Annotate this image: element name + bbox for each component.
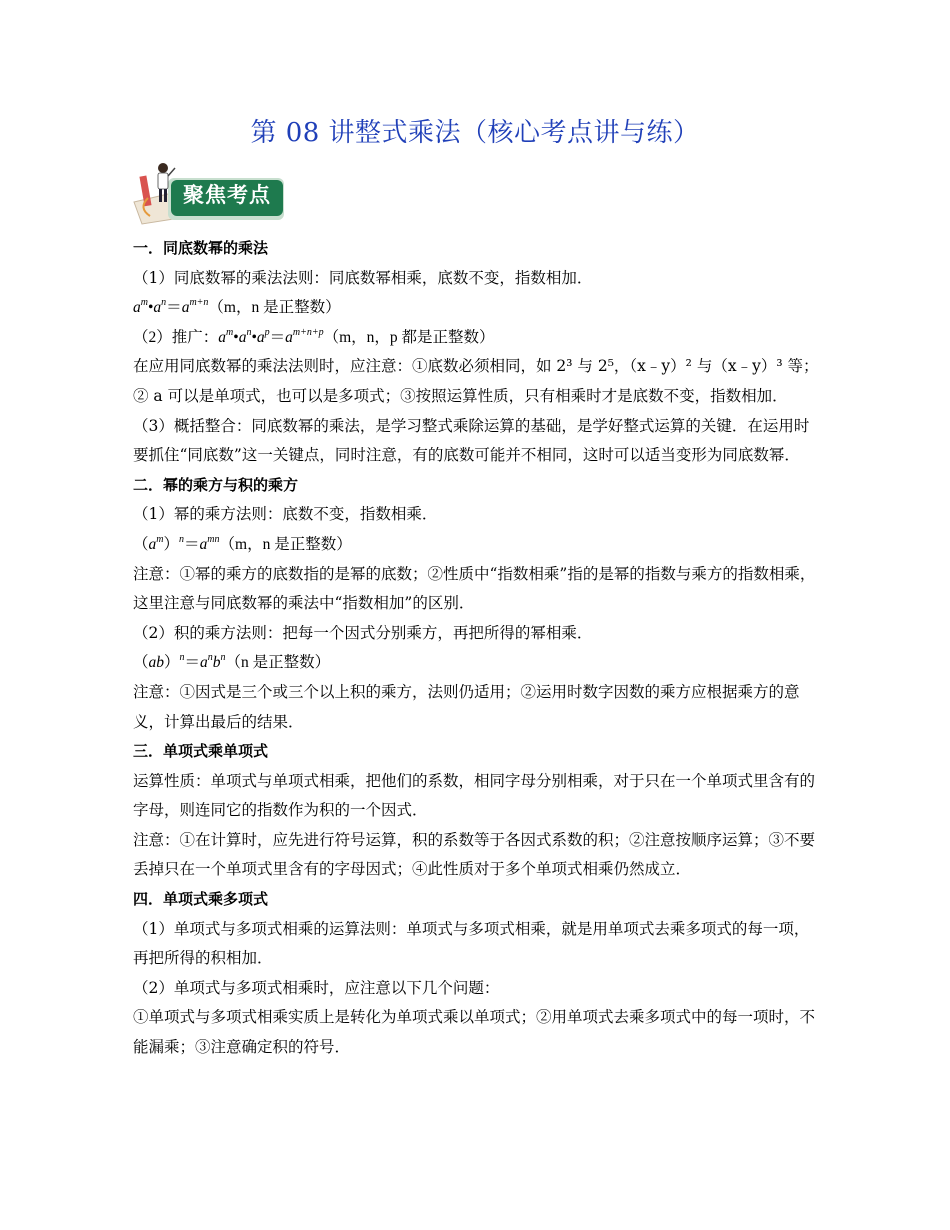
- section-1-rule: （1）同底数幂的乘法法则：同底数幂相乘，底数不变，指数相加．: [133, 268, 593, 287]
- product-condition: （n 是正整数）: [225, 654, 331, 672]
- formula-power-of-product: $(ab)^n=a^nb^n(n$ 是正整数）: [133, 652, 331, 672]
- formula-generalization: （2）推广：$a^m•a^n•a^p=a^{m+n+p}(m$，n，p 都是正整数）: [133, 326, 495, 346]
- formula-product-of-powers: $a^m•a^n=a^{m+n}(m$，n 是正整数）: [133, 297, 341, 317]
- section-3-notes: 注意：①在计算时，应先进行符号运算，积的系数等于各因式系数的积；②注意按顺序运算；③不要丢掉只在一个单项式里含有的字母因式；④此性质对于多个单项式相乘仍然成立．: [133, 830, 816, 879]
- focus-badge-label: 聚焦考点: [183, 182, 271, 207]
- formula-condition: （m，n 是正整数）: [208, 299, 341, 317]
- section-3-rule: 运算性质：单项式与单项式相乘，把他们的系数，相同字母分别相乘，对于只在一个单项式里含有的字母，则连同它的指数作为积的一个因式．: [133, 771, 816, 820]
- section-4-intro: （2）单项式与多项式相乘时，应注意以下几个问题：: [133, 978, 500, 997]
- section-2-notes-2: 注意：①因式是三个或三个以上积的乘方，法则仍适用；②运用时数字因数的乘方应根据乘方的意义，计算出最后的结果．: [133, 682, 800, 731]
- section-heading-2: 二．幂的乘方与积的乘方: [133, 475, 299, 494]
- section-1-summary: （3）概括整合：同底数幂的乘法，是学习整式乘除运算的基础，是学好整式运算的关键．在运用时要抓住“同底数”这一关键点，同时注意，有的底数可能并不相同，这时可以适当变形为同底数幂．: [133, 416, 810, 465]
- generalization-label: （2）推广：: [133, 328, 219, 346]
- section-2-rule-1: （1）幂的乘方法则：底数不变，指数相乘．: [133, 505, 438, 524]
- section-4-rule: （1）单项式与多项式相乘的运算法则：单项式与多项式相乘，就是用单项式去乘多项式的每一项，再把所得的积相加．: [133, 919, 810, 968]
- section-2-notes-1: 注意：①幂的乘方的底数指的是幂的底数；②性质中“指数相乘”指的是幂的指数与乘方的指数相乘，这里注意与同底数幂的乘法中“指数相加”的区别．: [133, 564, 816, 613]
- section-1-notes: 在应用同底数幂的乘法法则时，应注意：①底数必须相同，如 2³ 与 2⁵，（x﹣y）² 与（x﹣y）³ 等；② a 可以是单项式，也可以是多项式；③按照运算性质，只有相乘时才是底数不变，指数相加．: [133, 357, 819, 405]
- section-2-rule-2: （2）积的乘方法则：把每一个因式分别乘方，再把所得的幂相乘．: [133, 623, 593, 642]
- section-heading-4: 四．单项式乘多项式: [133, 890, 269, 909]
- section-heading-1: 一．同底数幂的乘法: [133, 239, 269, 257]
- document-body: [133, 234, 823, 1063]
- section-4-notes: ①单项式与多项式相乘实质上是转化为单项式乘以单项式；②用单项式去乘多项式中的每一项时，不能漏乘；③注意确定积的符号．: [133, 1008, 816, 1057]
- formula-power-of-power: $(a^m)^n=a^{mn}(m$，n 是正整数）: [133, 533, 352, 553]
- power-condition: （m，n 是正整数）: [219, 535, 352, 553]
- section-heading-3: 三．单项式乘单项式: [133, 742, 269, 761]
- generalization-condition: （m，n，p 都是正整数）: [323, 328, 495, 346]
- focus-badge: [128, 158, 288, 228]
- page-title: 第 08 讲整式乘法（核心考点讲与练）: [250, 118, 700, 148]
